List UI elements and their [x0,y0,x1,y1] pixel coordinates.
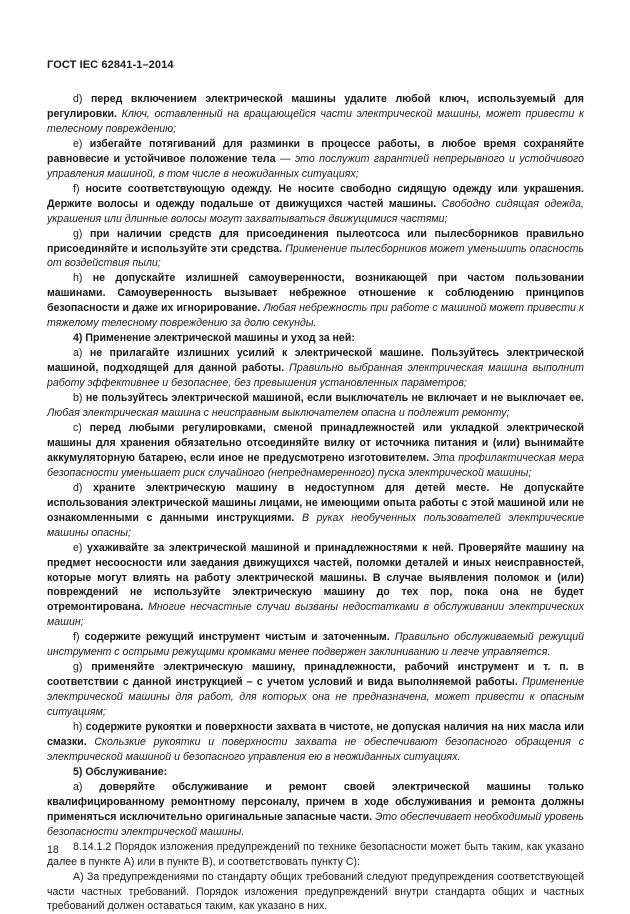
bold-text: не пользуйтесь электрической машиной, если выключатель не включает и не выключает ее. [85,392,584,405]
italic-text: Свободно сидящая одежда, украшения или длинные волосы могут захватываться движущимися частями; [47,197,585,225]
text-run: g) [73,227,90,240]
text-run: e) [73,541,88,554]
paragraph [47,346,584,391]
italic-text: Многие несчастные случаи вызваны недостатками в обслуживании электрических машин; [47,601,584,629]
bold-text: содержите рукоятки и поверхности захвата в чистоте, не допуская наличия на них масла или смазки. [47,721,584,748]
bold-text: храните электрическую машину в недоступном для детей месте. Не допускайте использования электрической машины лицами, не имеющими опыта работы с этой машиной или не ознакомленными с данными инструкциями. [47,481,584,524]
italic-text: Ключ, оставленный на вращающейся части электрической машины, может привести к телесному повреждению; [47,107,584,135]
italic-text: Эта профилактическая мера безопасности уменьшает риск случайного (непреднамеренного) пуска электрической машины; [47,451,584,479]
bold-text: применяйте электрическую машину, принадлежности, рабочий инструмент и т. п. в соответствии с данной инструкцией – с учетом условий и вида выполняемой работы. [47,661,584,689]
italic-text: — это послужит гарантией непрерывного и устойчивого управления машиной, в том числе в неожиданных ситуациях; [47,152,584,180]
text-run: f) [73,631,85,644]
paragraph [47,630,584,660]
paragraph [47,780,584,840]
text-run: c) [73,421,90,434]
paragraph [47,660,584,720]
bold-text: содержите режущий инструмент чистым и заточенным. [84,631,390,644]
text-run: d) [73,93,91,105]
italic-text: Любая небрежность при работе с машиной может привести к тяжелому телесному повреждению за долю секунды. [47,302,584,330]
text-run: g) [73,661,92,674]
text-run: d) [73,481,94,494]
text-run: a) [73,347,90,360]
text-run: e) [73,137,90,150]
italic-text: Применение электрической машины для работ, для которых она не предназначена, может привести к опасным ситуациям; [47,676,584,719]
bold-text: 4) Применение электрической машины и уход за ней: [73,332,355,345]
italic-text: Это обеспечивает необходимый уровень безопасности электрической машины. [47,810,584,838]
document-body [47,92,584,914]
text-run: A) За предупреждениями по стандарту общих требований следуют предупреждения соответствующей части частных требований. Порядок изложения предупреждений внутри стандарта общих и частных требований должен оставаться таким, как указано в них. [47,870,584,913]
paragraph [47,765,584,780]
italic-text: Применение пылесборников может уменьшить опасность от воздействия пыли; [47,242,585,270]
italic-text: Скользкие рукоятки и поверхности захвата не обеспечивают безопасного обращения с электрической машиной и безопасного управления ею в неожиданных ситуациях. [47,735,584,763]
italic-text: Любая электрическая машина с неисправным выключателем опасна и подлежит ремонту; [47,407,510,420]
paragraph [47,137,584,182]
paragraph [47,331,584,346]
paragraph [47,271,584,331]
bold-text: 5) Обслуживание: [73,765,168,778]
text-run: 8.14.1.2 Порядок изложения предупреждений по технике безопасности может быть таким, как указано далее в пункте A) или в пункте B), и соответствовать пункту C): [47,840,584,868]
paragraph [47,481,584,541]
italic-text: В руках необученных пользователей электрические машины опасны; [47,511,584,539]
paragraph [47,391,584,421]
bold-text: при наличии средств для присоединения пылеотсоса или пылесборников правильно присоединяйте и используйте эти средства. [47,227,585,255]
paragraph [47,227,584,272]
bold-text: доверяйте обслуживание и ремонт своей электрической машины только квалифицированному ремонтному персоналу, причем в ходе обслуживания и ремонта должны применяться исключительно оригинальные запасные части. [47,780,584,823]
bold-text: перед включением электрической машины удалите любой ключ, используемый для регулировки. [47,93,584,120]
paragraph [47,541,584,631]
paragraph [47,840,584,870]
italic-text: Правильно обслуживаемый режущий инструмент с острыми режущими кромками менее подвержен заклиниванию и легче управляется. [47,631,584,659]
bold-text: ухаживайте за электрической машиной и принадлежностями к ней. Проверяйте машину на предмет несоосности или заедания движущихся частей, поломки деталей и иных неисправностей, которые могут влиять на работу электрической машины. В случае выявления поломок и (или) повреждений не используйте электрическую машину до тех пор, пока она не будет отремонтирована. [47,541,584,614]
page-number: 18 [47,844,59,856]
text-run: a) [73,780,100,793]
bold-text: не прилагайте излишних усилий к электрической машине. Пользуйтесь электрической машиной, подходящей для данной работы. [47,347,584,375]
paragraph [47,182,584,227]
text-run: h) [73,721,86,734]
bold-text: не допускайте излишней самоуверенности, возникающей при частом пользовании машинами. Самоуверенность вызывает небрежное отношение к соблюдению принципов безопасности и даже их игнорирование. [47,272,584,315]
bold-text: перед любыми регулировками, сменой принадлежностей или укладкой электрической машины для хранения обязательно отсоединяйте вилку от источника питания и (или) вынимайте аккумуляторную батарею, если иное не предусмотрено изготовителем. [47,421,584,464]
paragraph [47,870,584,914]
text-run: h) [73,272,93,285]
text-run: f) [73,182,86,195]
paragraph [47,92,584,137]
bold-text: избегайте потягиваний для разминки в процессе работы, в любое время сохраняйте равновесие и устойчивое положение тела [47,137,584,165]
italic-text: Правильно выбранная электрическая машина выполнит работу эффективнее и безопаснее, без превышения установленных параметров; [47,362,584,390]
paragraph [47,720,584,765]
paragraph [47,421,584,481]
document-header: ГОСТ IEC 62841-1–2014 [47,59,174,71]
text-run: b) [73,392,86,405]
bold-text: носите соответствующую одежду. Не носите свободно сидящую одежду или украшения. Держите волосы и одежду подальше от движущихся частей машины. [47,182,584,210]
